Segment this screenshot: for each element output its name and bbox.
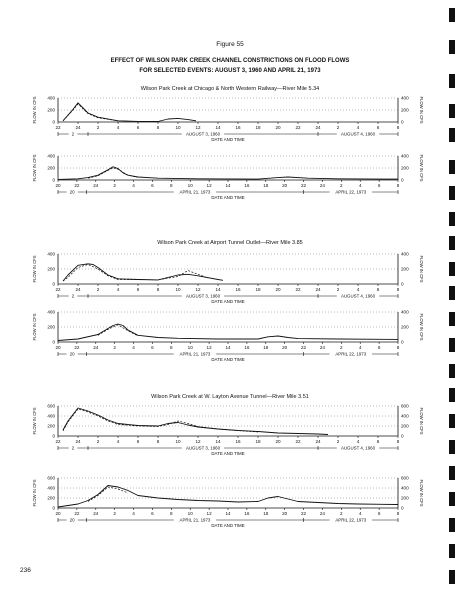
section-title-rm385: Wilson Park Creek at Airport Tunnel Outlet—River Mile 3.85 bbox=[157, 240, 303, 246]
x-tick-label: 14 bbox=[215, 125, 221, 130]
date-label: 2 bbox=[71, 293, 75, 299]
y-tick-label: 200 bbox=[401, 423, 409, 429]
x-tick-label: 20 bbox=[275, 287, 281, 292]
x-tick-label: 16 bbox=[235, 439, 241, 444]
x-tick-label: 4 bbox=[358, 345, 362, 350]
scan-edge-mark bbox=[449, 518, 455, 532]
x-axis-label: DATE AND TIME bbox=[211, 451, 245, 456]
date-label: AUGUST 3, 1960 bbox=[185, 445, 221, 451]
y-tick-label: 400 bbox=[47, 153, 55, 159]
hydrograph-panel-4 bbox=[32, 404, 424, 457]
y-tick-label: 400 bbox=[47, 251, 55, 257]
series-line-solid bbox=[58, 324, 398, 341]
x-tick-label: 22 bbox=[74, 511, 80, 516]
figure-title-line1: EFFECT OF WILSON PARK CREEK CHANNEL CONSTRICTIONS ON FLOOD FLOWS bbox=[110, 58, 350, 64]
x-tick-label: 16 bbox=[235, 287, 241, 292]
x-tick-label: 24 bbox=[93, 183, 99, 188]
y-tick-label: 0 bbox=[401, 177, 404, 183]
y-tick-label: 200 bbox=[401, 495, 409, 501]
x-tick-label: 24 bbox=[319, 345, 326, 350]
hydrograph-panel-5 bbox=[32, 476, 424, 529]
series-line-solid bbox=[58, 167, 398, 180]
x-tick-label: 22 bbox=[55, 125, 61, 130]
x-tick-label: 24 bbox=[315, 125, 321, 130]
scan-edge-mark bbox=[449, 338, 455, 352]
x-tick-label: 8 bbox=[170, 183, 173, 188]
scan-edge-mark bbox=[449, 74, 455, 88]
x-tick-label: 20 bbox=[55, 511, 61, 516]
x-tick-label: 18 bbox=[263, 183, 269, 188]
x-tick-label: 20 bbox=[275, 439, 281, 444]
x-tick-label: 22 bbox=[295, 439, 301, 444]
x-tick-label: 24 bbox=[319, 511, 326, 516]
x-tick-label: 8 bbox=[170, 345, 173, 350]
y-tick-label: 600 bbox=[401, 403, 409, 409]
y-axis-label: FLOW IN CFS bbox=[32, 313, 37, 341]
date-label: APRIL 22, 1973 bbox=[335, 351, 367, 357]
x-tick-label: 12 bbox=[206, 511, 212, 516]
x-tick-label: 18 bbox=[263, 345, 269, 350]
x-tick-label: 10 bbox=[175, 125, 181, 130]
x-tick-label: 8 bbox=[156, 125, 160, 130]
x-tick-label: 16 bbox=[244, 511, 250, 516]
x-axis-label: DATE AND TIME bbox=[211, 523, 245, 528]
figure-label: Figure 55 bbox=[216, 41, 244, 48]
x-tick-label: 6 bbox=[136, 125, 140, 130]
scan-edge-mark bbox=[449, 364, 455, 378]
date-label: AUGUST 4, 1960 bbox=[340, 445, 376, 451]
y-tick-label: 0 bbox=[52, 433, 55, 439]
y-tick-label: 200 bbox=[47, 266, 55, 272]
y-tick-label: 400 bbox=[401, 95, 409, 101]
x-tick-label: 8 bbox=[396, 511, 400, 516]
series-line-solid bbox=[63, 103, 196, 122]
y-tick-label: 600 bbox=[401, 475, 409, 481]
scan-edge-mark bbox=[449, 8, 455, 22]
y-tick-label: 600 bbox=[47, 403, 55, 409]
x-tick-label: 8 bbox=[396, 183, 400, 188]
x-tick-label: 2 bbox=[340, 183, 343, 188]
x-tick-label: 2 bbox=[340, 511, 343, 516]
y-axis-label: FLOW IN CFS bbox=[419, 255, 424, 283]
x-tick-label: 6 bbox=[151, 183, 154, 188]
x-tick-label: 8 bbox=[170, 511, 173, 516]
section-title-rm351: Wilson Park Creek at W. Layton Avenue Tunnel—River Mile 3.51 bbox=[151, 394, 309, 400]
y-tick-label: 400 bbox=[401, 413, 409, 419]
x-tick-label: 16 bbox=[244, 183, 250, 188]
scan-edge-mark bbox=[449, 128, 455, 142]
x-tick-label: 8 bbox=[396, 125, 400, 130]
x-tick-label: 22 bbox=[300, 183, 307, 188]
x-tick-label: 8 bbox=[396, 439, 400, 444]
y-tick-label: 0 bbox=[52, 505, 55, 511]
x-tick-label: 2 bbox=[96, 287, 100, 292]
hydrograph-panel-0 bbox=[32, 96, 424, 143]
x-axis-label: DATE AND TIME bbox=[211, 357, 245, 362]
section-title-rm534: Wilson Park Creek at Chicago & North Western Railway—River Mile 5.34 bbox=[140, 86, 320, 92]
x-tick-label: 4 bbox=[358, 511, 362, 516]
y-tick-label: 400 bbox=[401, 251, 409, 257]
y-tick-label: 200 bbox=[401, 266, 409, 272]
x-tick-label: 10 bbox=[187, 345, 193, 350]
x-tick-label: 4 bbox=[132, 511, 135, 516]
x-tick-label: 14 bbox=[215, 287, 221, 292]
y-axis-label: FLOW IN CFS bbox=[419, 154, 424, 182]
scan-edge-mark bbox=[449, 160, 455, 174]
x-tick-label: 18 bbox=[263, 511, 269, 516]
y-tick-label: 0 bbox=[52, 177, 55, 183]
y-axis-label: FLOW IN CFS bbox=[32, 154, 37, 182]
y-tick-label: 400 bbox=[47, 485, 55, 491]
date-label: AUGUST 3, 1960 bbox=[185, 293, 221, 299]
x-tick-label: 6 bbox=[377, 183, 381, 188]
x-tick-label: 2 bbox=[113, 183, 116, 188]
scan-edge-mark bbox=[449, 440, 455, 454]
scan-edge-mark bbox=[449, 466, 455, 480]
x-tick-label: 4 bbox=[356, 287, 360, 292]
y-axis-label: FLOW IN CFS bbox=[419, 479, 424, 507]
x-tick-label: 24 bbox=[315, 287, 321, 292]
date-label: AUGUST 3, 1960 bbox=[185, 131, 221, 137]
x-tick-label: 2 bbox=[113, 511, 116, 516]
hydrograph-panel-3 bbox=[32, 310, 424, 363]
y-tick-label: 400 bbox=[401, 153, 409, 159]
y-tick-label: 200 bbox=[47, 165, 55, 171]
hydrograph-panel-2 bbox=[32, 252, 424, 305]
y-tick-label: 400 bbox=[47, 95, 55, 101]
x-tick-label: 8 bbox=[396, 345, 400, 350]
scan-edge-mark bbox=[449, 40, 455, 54]
x-tick-label: 24 bbox=[319, 183, 326, 188]
x-tick-label: 22 bbox=[55, 287, 61, 292]
scan-edge-mark bbox=[449, 492, 455, 506]
x-tick-label: 2 bbox=[113, 345, 116, 350]
y-axis-label: FLOW IN CFS bbox=[32, 479, 37, 507]
x-tick-label: 6 bbox=[377, 511, 381, 516]
x-tick-label: 6 bbox=[376, 125, 380, 130]
y-tick-label: 0 bbox=[401, 505, 404, 511]
x-tick-label: 20 bbox=[275, 125, 281, 130]
x-tick-label: 18 bbox=[255, 125, 261, 130]
series-line-solid bbox=[63, 408, 328, 435]
hydrograph-panels bbox=[32, 96, 424, 529]
x-axis-label: DATE AND TIME bbox=[211, 137, 245, 142]
y-axis-label: FLOW IN CFS bbox=[419, 96, 424, 124]
series-line-dashed bbox=[63, 265, 208, 282]
x-tick-label: 6 bbox=[151, 511, 154, 516]
x-tick-label: 2 bbox=[336, 439, 340, 444]
date-label: 2 bbox=[71, 131, 75, 137]
x-tick-label: 24 bbox=[93, 511, 99, 516]
x-tick-label: 6 bbox=[377, 345, 381, 350]
series-line-solid bbox=[58, 486, 398, 508]
date-label: APRIL 21, 1973 bbox=[179, 189, 211, 195]
x-tick-label: 12 bbox=[195, 439, 201, 444]
y-tick-label: 0 bbox=[52, 281, 55, 287]
y-tick-label: 200 bbox=[401, 107, 409, 113]
x-tick-label: 22 bbox=[295, 125, 301, 130]
x-tick-label: 14 bbox=[225, 345, 231, 350]
x-tick-label: 12 bbox=[195, 125, 201, 130]
x-tick-label: 24 bbox=[75, 125, 81, 130]
y-axis-label: FLOW IN CFS bbox=[32, 407, 37, 435]
y-tick-label: 0 bbox=[52, 339, 55, 345]
figure-title-line2: FOR SELECTED EVENTS: AUGUST 3, 1960 AND APRIL 21, 1973 bbox=[139, 68, 321, 74]
x-tick-label: 22 bbox=[74, 183, 80, 188]
date-label: AUGUST 4, 1960 bbox=[340, 131, 376, 137]
date-label: APRIL 22, 1973 bbox=[335, 189, 367, 195]
x-tick-label: 6 bbox=[136, 287, 140, 292]
y-axis-label: FLOW IN CFS bbox=[32, 255, 37, 283]
x-tick-label: 2 bbox=[336, 287, 340, 292]
x-tick-label: 6 bbox=[151, 345, 154, 350]
x-tick-label: 24 bbox=[93, 345, 99, 350]
date-label: APRIL 21, 1973 bbox=[179, 351, 211, 357]
x-tick-label: 8 bbox=[156, 287, 160, 292]
x-tick-label: 14 bbox=[215, 439, 221, 444]
x-tick-label: 22 bbox=[300, 511, 307, 516]
x-tick-label: 24 bbox=[315, 439, 321, 444]
x-tick-label: 12 bbox=[195, 287, 201, 292]
scan-edge-mark bbox=[449, 262, 455, 276]
date-label: AUGUST 4, 1960 bbox=[340, 293, 376, 299]
x-tick-label: 14 bbox=[225, 511, 231, 516]
y-tick-label: 200 bbox=[47, 423, 55, 429]
x-tick-label: 20 bbox=[282, 511, 288, 516]
x-tick-label: 18 bbox=[255, 439, 261, 444]
x-tick-label: 10 bbox=[187, 183, 193, 188]
series-line-dashed bbox=[63, 104, 118, 121]
x-tick-label: 12 bbox=[206, 345, 212, 350]
scan-edge-mark bbox=[449, 286, 455, 300]
date-label: 20 bbox=[69, 517, 75, 523]
x-tick-label: 12 bbox=[206, 183, 212, 188]
x-tick-label: 6 bbox=[376, 439, 380, 444]
x-tick-label: 24 bbox=[75, 439, 81, 444]
x-axis-label: DATE AND TIME bbox=[211, 195, 245, 200]
y-tick-label: 600 bbox=[47, 475, 55, 481]
y-tick-label: 400 bbox=[401, 485, 409, 491]
x-tick-label: 4 bbox=[356, 439, 360, 444]
x-tick-label: 20 bbox=[55, 183, 61, 188]
series-line-dashed bbox=[88, 168, 138, 178]
x-tick-label: 2 bbox=[96, 439, 100, 444]
x-tick-label: 18 bbox=[255, 287, 261, 292]
y-tick-label: 200 bbox=[47, 107, 55, 113]
y-tick-label: 400 bbox=[47, 309, 55, 315]
x-tick-label: 4 bbox=[356, 125, 360, 130]
scan-edge-mark bbox=[449, 414, 455, 428]
scan-edge-mark bbox=[449, 388, 455, 402]
x-tick-label: 6 bbox=[136, 439, 140, 444]
x-tick-label: 2 bbox=[340, 345, 343, 350]
x-tick-label: 10 bbox=[175, 439, 181, 444]
date-label: 20 bbox=[69, 189, 75, 195]
scan-edge-mark bbox=[449, 104, 455, 118]
y-tick-label: 0 bbox=[401, 433, 404, 439]
series-line-solid bbox=[63, 264, 223, 281]
x-tick-label: 22 bbox=[55, 439, 61, 444]
scan-edge-mark bbox=[449, 570, 455, 584]
y-tick-label: 200 bbox=[401, 324, 409, 330]
hydrograph-panel-1 bbox=[32, 154, 424, 201]
x-tick-label: 20 bbox=[282, 183, 288, 188]
scan-edge-mark bbox=[449, 186, 455, 200]
y-axis-label: FLOW IN CFS bbox=[419, 313, 424, 341]
date-label: APRIL 21, 1973 bbox=[179, 517, 211, 523]
date-label: APRIL 22, 1973 bbox=[335, 517, 367, 523]
scan-edge-mark bbox=[449, 544, 455, 558]
x-tick-label: 4 bbox=[132, 183, 135, 188]
x-tick-label: 2 bbox=[336, 125, 340, 130]
x-tick-label: 8 bbox=[156, 439, 160, 444]
x-tick-label: 8 bbox=[396, 287, 400, 292]
y-tick-label: 0 bbox=[401, 281, 404, 287]
y-tick-label: 400 bbox=[47, 413, 55, 419]
y-tick-label: 200 bbox=[47, 324, 55, 330]
x-tick-label: 10 bbox=[187, 511, 193, 516]
x-tick-label: 22 bbox=[300, 345, 307, 350]
x-tick-label: 14 bbox=[225, 183, 231, 188]
series-line-dashed bbox=[88, 487, 128, 502]
y-tick-label: 0 bbox=[52, 119, 55, 125]
x-tick-label: 4 bbox=[358, 183, 362, 188]
x-tick-label: 24 bbox=[75, 287, 81, 292]
y-tick-label: 200 bbox=[47, 495, 55, 501]
y-tick-label: 400 bbox=[401, 309, 409, 315]
x-tick-label: 20 bbox=[55, 345, 61, 350]
y-tick-label: 0 bbox=[401, 339, 404, 345]
x-tick-label: 16 bbox=[235, 125, 241, 130]
x-axis-label: DATE AND TIME bbox=[211, 299, 245, 304]
x-tick-label: 6 bbox=[376, 287, 380, 292]
y-axis-label: FLOW IN CFS bbox=[419, 407, 424, 435]
x-tick-label: 10 bbox=[175, 287, 181, 292]
x-tick-label: 20 bbox=[282, 345, 288, 350]
y-tick-label: 200 bbox=[401, 165, 409, 171]
scan-edge-mark bbox=[449, 236, 455, 250]
y-axis-label: FLOW IN CFS bbox=[32, 96, 37, 124]
y-tick-label: 0 bbox=[401, 119, 404, 125]
x-tick-label: 4 bbox=[116, 125, 120, 130]
scan-edge-mark bbox=[449, 212, 455, 226]
x-tick-label: 4 bbox=[132, 345, 135, 350]
x-tick-label: 22 bbox=[295, 287, 301, 292]
x-tick-label: 4 bbox=[116, 439, 120, 444]
date-label: 2 bbox=[71, 445, 75, 451]
scan-edge-mark bbox=[449, 312, 455, 326]
x-tick-label: 4 bbox=[116, 287, 120, 292]
x-tick-label: 2 bbox=[96, 125, 100, 130]
x-tick-label: 16 bbox=[244, 345, 250, 350]
x-tick-label: 22 bbox=[74, 345, 80, 350]
page-number: 236 bbox=[20, 567, 31, 574]
date-label: 20 bbox=[69, 351, 75, 357]
